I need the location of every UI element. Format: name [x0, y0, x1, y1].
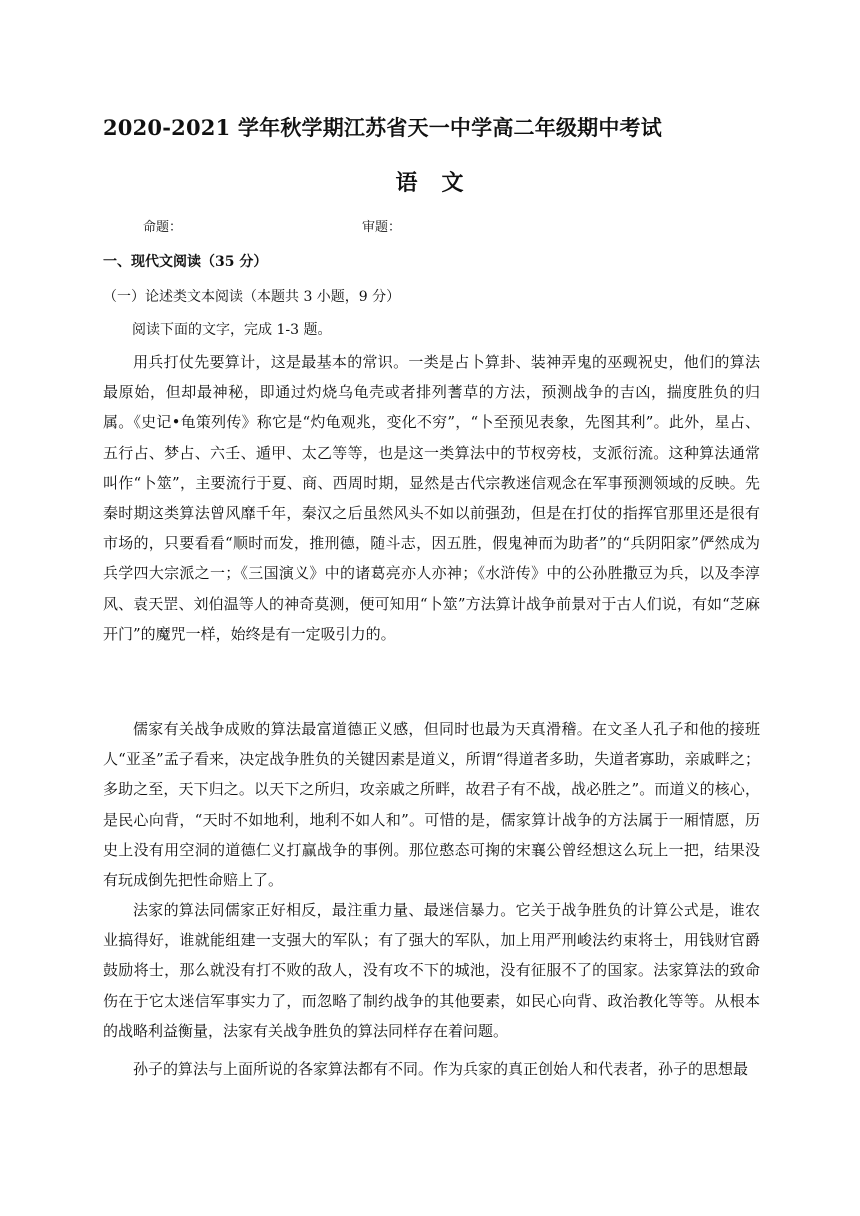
body-paragraph: 法家的算法同儒家正好相反，最注重力量、最迷信暴力。它关于战争胜负的计算公式是，谁农业搞得好，谁就能组建一支强大的军队；有了强大的军队，加上用严刑峻法约束将士，用钱财官爵鼓励将士，那么就没有打不败的敌人，没有攻不下的城池，没有征服不了的国家。法家算法的致命伤在于它太迷信军事实力了，而忽略了制约战争的其他要素，如民心向背、政治教化等等。从根本的战略利益衡量，法家有关战争胜负的算法同样存在着问题。 — [103, 901, 760, 1040]
body-paragraph: 孙子的算法与上面所说的各家算法都有不同。作为兵家的真正创始人和代表者，孙子的思想最 — [133, 1060, 749, 1078]
reviewer-label: 审题： — [362, 220, 402, 235]
exam-title: 2020-2021 学年秋学期江苏省天一中学高二年级期中考试 — [103, 115, 662, 140]
subsection-heading: （一）论述类文本阅读（本题共 3 小题，9 分） — [103, 289, 401, 305]
reading-instruction: 阅读下面的文字，完成 1-3 题。 — [132, 322, 332, 338]
body-paragraph: 儒家有关战争成败的算法最富道德正义感，但同时也最为天真滑稽。在文圣人孔子和他的接班人“亚圣”孟子看来，决定战争胜负的关键因素是道义，所谓“得道者多助，失道者寡助，亲戚畔之；多助之至，天下归之。以天下之所归，攻亲戚之所畔，故君子有不战，战必胜之”。而道义的核心，是民心向背，“天时不如地利，地利不如人和”。可惜的是，儒家算计战争的方法属于一厢情愿，历史上没有用空洞的道德仁义打赢战争的事例。那位憨态可掬的宋襄公曾经想这么玩上一把，结果没有玩成倒先把性命赔上了。 — [103, 720, 760, 890]
author-label: 命题： — [143, 220, 183, 235]
body-paragraph: 用兵打仗先要算计，这是最基本的常识。一类是占卜算卦、装神弄鬼的巫觋祝史，他们的算法最原始，但却最神秘，即通过灼烧乌龟壳或者排列蓍草的方法，预测战争的吉凶，揣度胜负的归属。《史记•龟策列传》称它是“灼龟观兆，变化不穷”，“卜至预见表象，先图其利”。此外，星占、五行占、梦占、六壬、遁甲、太乙等等，也是这一类算法中的节杈旁枝，支派衍流。这种算法通常叫作“卜筮”，主要流行于夏、商、西周时期，显然是古代宗教迷信观念在军事预测领域的反映。先秦时期这类算法曾风靡千年，秦汉之后虽然风头不如以前强劲，但是在打仗的指挥官那里还是很有市场的，只要看看“顺时而发，推刑德，随斗志，因五胜，假鬼神而为助者”的“兵阴阳家”俨然成为兵学四大宗派之一；《三国演义》中的诸葛亮亦人亦神；《水浒传》中的公孙胜撒豆为兵，以及李淳风、袁天罡、刘伯温等人的神奇莫测，便可知用“卜筮”方法算计战争前景对于古人们说，有如“芝麻开门”的魔咒一样，始终是有一定吸引力的。 — [103, 353, 760, 643]
subject-title: 语 文 — [395, 170, 465, 196]
section-heading: 一、现代文阅读（35 分） — [103, 254, 268, 270]
